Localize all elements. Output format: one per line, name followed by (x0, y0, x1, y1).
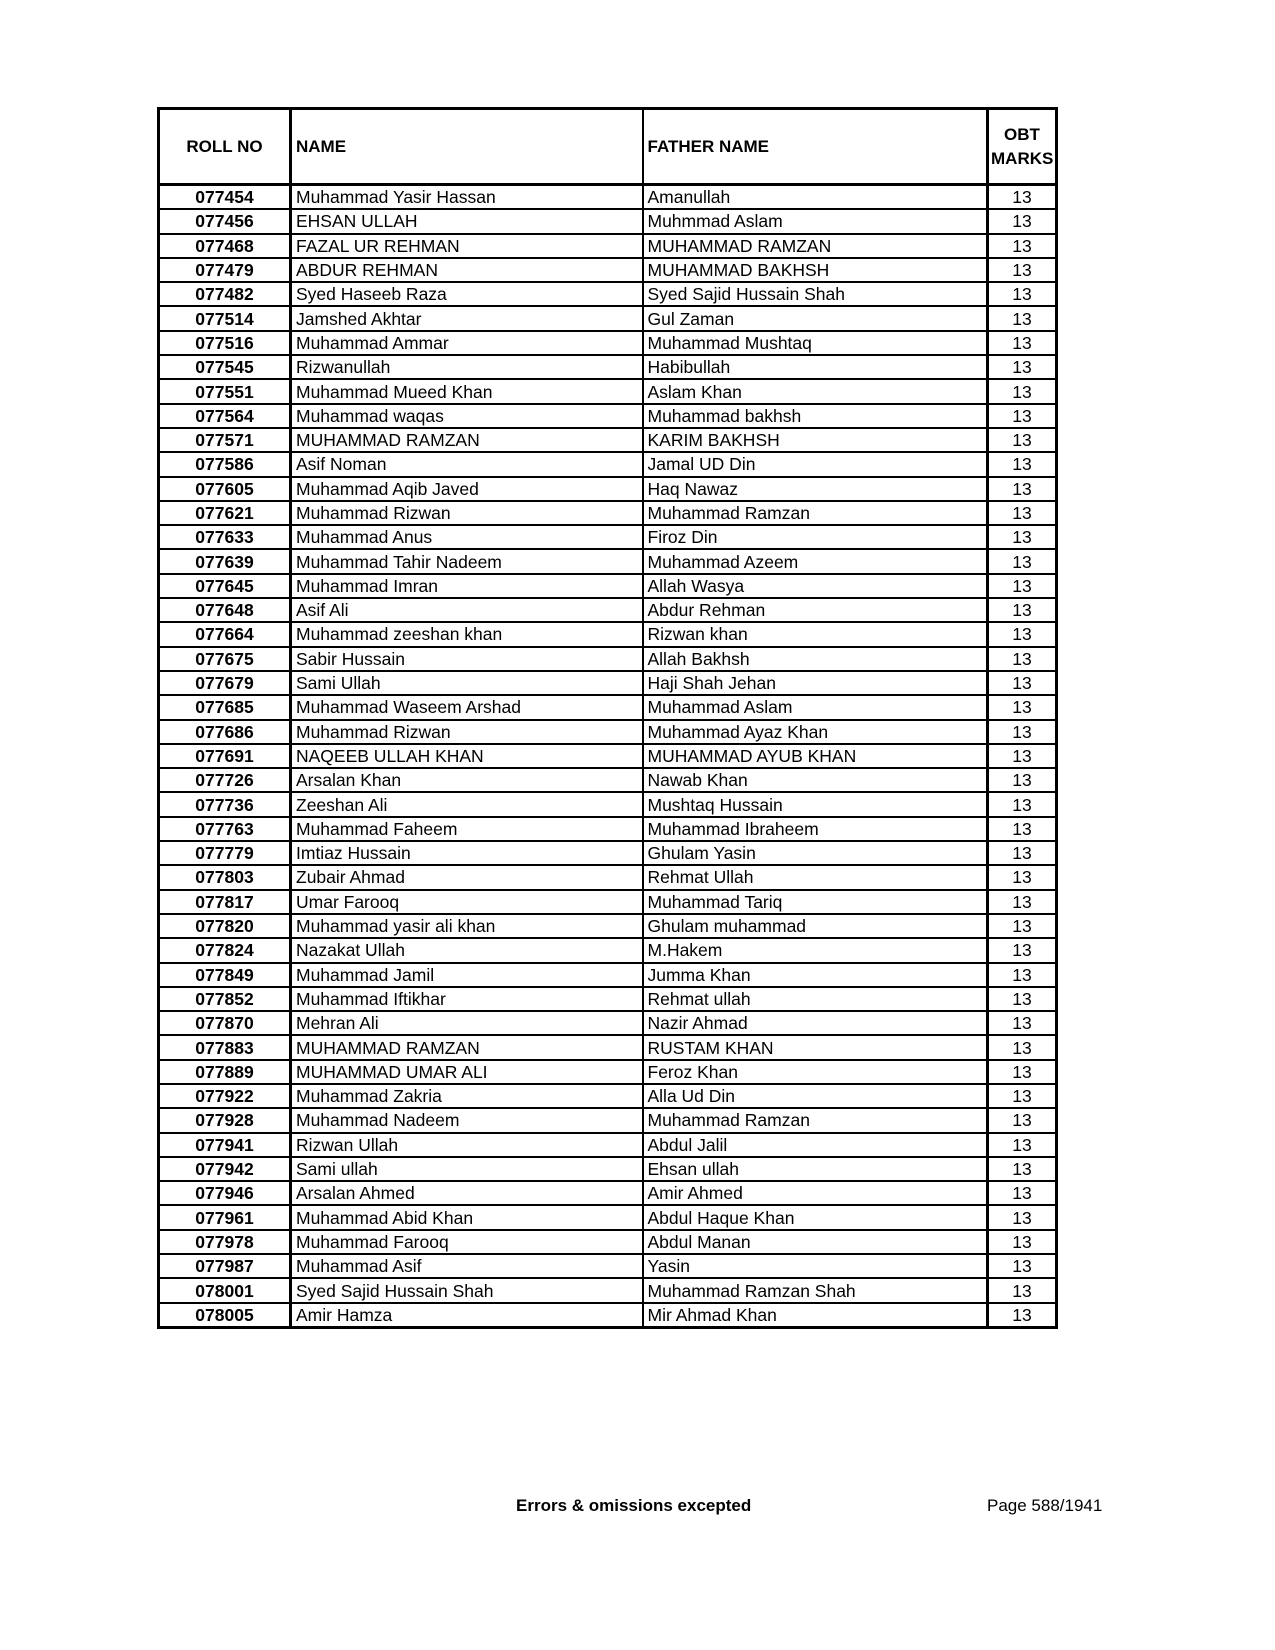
page-number: Page 588/1941 (987, 1496, 1103, 1515)
cell-father-name: Habibullah (643, 355, 988, 379)
cell-roll-no: 077726 (159, 768, 291, 792)
table-row (159, 1060, 1057, 1084)
cell-father-name: Allah Bakhsh (643, 647, 988, 671)
cell-roll-no: 077942 (159, 1157, 291, 1181)
table-row (159, 306, 1057, 330)
cell-name: Syed Haseeb Raza (291, 282, 643, 306)
cell-roll-no: 077852 (159, 987, 291, 1011)
cell-roll-no: 077928 (159, 1108, 291, 1132)
table-row (159, 282, 1057, 306)
header-roll-no: ROLL NO (159, 109, 291, 185)
cell-roll-no: 077621 (159, 501, 291, 525)
cell-father-name: Haji Shah Jehan (643, 671, 988, 695)
cell-father-name: Muhmmad Aslam (643, 209, 988, 233)
footer-disclaimer: Errors & omissions excepted (516, 1496, 752, 1515)
cell-roll-no: 077633 (159, 525, 291, 549)
cell-roll-no: 077763 (159, 817, 291, 841)
table-row (159, 428, 1057, 452)
cell-name: Sami ullah (291, 1157, 643, 1181)
cell-roll-no: 077922 (159, 1084, 291, 1108)
cell-name: Nazakat Ullah (291, 938, 643, 962)
cell-father-name: Alla Ud Din (643, 1084, 988, 1108)
cell-father-name: Jumma Khan (643, 963, 988, 987)
cell-name: Muhammad Aqib Javed (291, 477, 643, 501)
cell-father-name: Ghulam Yasin (643, 841, 988, 865)
table-row (159, 574, 1057, 598)
cell-obt-marks: 13 (988, 1278, 1057, 1302)
table-row (159, 501, 1057, 525)
cell-father-name: Mushtaq Hussain (643, 792, 988, 816)
table-row (159, 1108, 1057, 1132)
cell-roll-no: 077691 (159, 744, 291, 768)
cell-roll-no: 077514 (159, 306, 291, 330)
cell-roll-no: 077605 (159, 477, 291, 501)
cell-father-name: Syed Sajid Hussain Shah (643, 282, 988, 306)
cell-obt-marks: 13 (988, 695, 1057, 719)
cell-father-name: Muhammad Ayaz Khan (643, 720, 988, 744)
cell-obt-marks: 13 (988, 890, 1057, 914)
cell-name: Muhammad Anus (291, 525, 643, 549)
cell-name: Muhammad Rizwan (291, 501, 643, 525)
cell-name: Muhammad Rizwan (291, 720, 643, 744)
cell-name: Jamshed Akhtar (291, 306, 643, 330)
table-row (159, 331, 1057, 355)
cell-father-name: Gul Zaman (643, 306, 988, 330)
table-row (159, 185, 1057, 210)
table-row (159, 841, 1057, 865)
table-row (159, 525, 1057, 549)
table-row (159, 792, 1057, 816)
cell-roll-no: 077679 (159, 671, 291, 695)
cell-obt-marks: 13 (988, 209, 1057, 233)
cell-roll-no: 077648 (159, 598, 291, 622)
cell-roll-no: 077736 (159, 792, 291, 816)
cell-obt-marks: 13 (988, 404, 1057, 428)
cell-name: Rizwan Ullah (291, 1133, 643, 1157)
cell-name: Arsalan Ahmed (291, 1181, 643, 1205)
table-row (159, 622, 1057, 646)
results-table (157, 107, 1058, 1329)
cell-father-name: Jamal UD Din (643, 452, 988, 476)
cell-roll-no: 077820 (159, 914, 291, 938)
cell-obt-marks: 13 (988, 1254, 1057, 1278)
cell-roll-no: 077664 (159, 622, 291, 646)
cell-obt-marks: 13 (988, 185, 1057, 210)
table-row (159, 671, 1057, 695)
cell-roll-no: 077870 (159, 1011, 291, 1035)
cell-roll-no: 077675 (159, 647, 291, 671)
cell-roll-no: 077551 (159, 379, 291, 403)
cell-obt-marks: 13 (988, 1133, 1057, 1157)
header-obt-marks-line2: MARKS (991, 148, 1054, 168)
table-row (159, 938, 1057, 962)
cell-father-name: Muhammad Ramzan (643, 501, 988, 525)
cell-name: MUHAMMAD RAMZAN (291, 428, 643, 452)
cell-name: Muhammad Asif (291, 1254, 643, 1278)
cell-obt-marks: 13 (988, 622, 1057, 646)
table-header-row (159, 109, 1057, 185)
cell-obt-marks: 13 (988, 1157, 1057, 1181)
cell-roll-no: 077479 (159, 258, 291, 282)
cell-obt-marks: 13 (988, 549, 1057, 573)
cell-name: Muhammad Iftikhar (291, 987, 643, 1011)
cell-obt-marks: 13 (988, 598, 1057, 622)
table-row (159, 963, 1057, 987)
cell-name: Muhammad Zakria (291, 1084, 643, 1108)
cell-obt-marks: 13 (988, 1108, 1057, 1132)
cell-obt-marks: 13 (988, 1060, 1057, 1084)
table-row (159, 987, 1057, 1011)
table-row (159, 1254, 1057, 1278)
cell-father-name: Ehsan ullah (643, 1157, 988, 1181)
cell-roll-no: 077645 (159, 574, 291, 598)
cell-father-name: Abdul Manan (643, 1230, 988, 1254)
cell-roll-no: 077685 (159, 695, 291, 719)
cell-father-name: Muhammad Azeem (643, 549, 988, 573)
cell-roll-no: 077779 (159, 841, 291, 865)
cell-roll-no: 077571 (159, 428, 291, 452)
table-row (159, 404, 1057, 428)
cell-roll-no: 077946 (159, 1181, 291, 1205)
cell-obt-marks: 13 (988, 914, 1057, 938)
cell-obt-marks: 13 (988, 525, 1057, 549)
cell-roll-no: 077516 (159, 331, 291, 355)
cell-roll-no: 077639 (159, 549, 291, 573)
cell-obt-marks: 13 (988, 647, 1057, 671)
cell-roll-no: 078001 (159, 1278, 291, 1302)
table-row (159, 1181, 1057, 1205)
cell-obt-marks: 13 (988, 671, 1057, 695)
cell-name: Muhammad Tahir Nadeem (291, 549, 643, 573)
cell-father-name: Aslam Khan (643, 379, 988, 403)
cell-obt-marks: 13 (988, 331, 1057, 355)
cell-father-name: Rehmat Ullah (643, 865, 988, 889)
cell-father-name: Haq Nawaz (643, 477, 988, 501)
cell-obt-marks: 13 (988, 477, 1057, 501)
table-row (159, 209, 1057, 233)
cell-name: Syed Sajid Hussain Shah (291, 1278, 643, 1302)
table-row (159, 598, 1057, 622)
cell-obt-marks: 13 (988, 306, 1057, 330)
cell-name: NAQEEB ULLAH KHAN (291, 744, 643, 768)
table-row (159, 234, 1057, 258)
cell-name: Muhammad Yasir Hassan (291, 185, 643, 210)
cell-obt-marks: 13 (988, 744, 1057, 768)
table-row (159, 1157, 1057, 1181)
cell-name: MUHAMMAD UMAR ALI (291, 1060, 643, 1084)
cell-roll-no: 077564 (159, 404, 291, 428)
cell-obt-marks: 13 (988, 355, 1057, 379)
table-row (159, 865, 1057, 889)
cell-roll-no: 077817 (159, 890, 291, 914)
table-row (159, 720, 1057, 744)
cell-father-name: Muhammad Ramzan (643, 1108, 988, 1132)
cell-name: Imtiaz Hussain (291, 841, 643, 865)
cell-roll-no: 077482 (159, 282, 291, 306)
header-obt-marks (988, 109, 1057, 185)
cell-roll-no: 077978 (159, 1230, 291, 1254)
table-row (159, 1303, 1057, 1328)
cell-obt-marks: 13 (988, 792, 1057, 816)
cell-name: Muhammad Nadeem (291, 1108, 643, 1132)
cell-obt-marks: 13 (988, 258, 1057, 282)
cell-obt-marks: 13 (988, 1230, 1057, 1254)
cell-father-name: Muhammad Ibraheem (643, 817, 988, 841)
cell-father-name: Amanullah (643, 185, 988, 210)
cell-name: Zubair Ahmad (291, 865, 643, 889)
cell-name: MUHAMMAD RAMZAN (291, 1035, 643, 1059)
cell-obt-marks: 13 (988, 1011, 1057, 1035)
cell-name: Muhammad Jamil (291, 963, 643, 987)
cell-name: Muhammad Abid Khan (291, 1205, 643, 1229)
cell-roll-no: 077456 (159, 209, 291, 233)
table-row (159, 1230, 1057, 1254)
table-row (159, 1035, 1057, 1059)
cell-father-name: Muhammad Mushtaq (643, 331, 988, 355)
cell-roll-no: 077987 (159, 1254, 291, 1278)
cell-father-name: Muhammad bakhsh (643, 404, 988, 428)
table-row (159, 355, 1057, 379)
cell-father-name: MUHAMMAD BAKHSH (643, 258, 988, 282)
cell-father-name: MUHAMMAD AYUB KHAN (643, 744, 988, 768)
cell-name: Muhammad yasir ali khan (291, 914, 643, 938)
cell-name: Muhammad zeeshan khan (291, 622, 643, 646)
cell-name: FAZAL UR REHMAN (291, 234, 643, 258)
table-row (159, 817, 1057, 841)
cell-father-name: RUSTAM KHAN (643, 1035, 988, 1059)
cell-roll-no: 077849 (159, 963, 291, 987)
table-row (159, 1278, 1057, 1302)
cell-father-name: Feroz Khan (643, 1060, 988, 1084)
cell-name: Muhammad Mueed Khan (291, 379, 643, 403)
cell-name: Muhammad Farooq (291, 1230, 643, 1254)
table-body (159, 185, 1057, 1328)
cell-obt-marks: 13 (988, 938, 1057, 962)
cell-father-name: Rehmat ullah (643, 987, 988, 1011)
cell-father-name: KARIM BAKHSH (643, 428, 988, 452)
cell-roll-no: 077883 (159, 1035, 291, 1059)
cell-obt-marks: 13 (988, 379, 1057, 403)
cell-obt-marks: 13 (988, 501, 1057, 525)
table-row (159, 452, 1057, 476)
cell-roll-no: 078005 (159, 1303, 291, 1328)
table-row (159, 258, 1057, 282)
cell-roll-no: 077454 (159, 185, 291, 210)
cell-name: Muhammad Ammar (291, 331, 643, 355)
header-obt-marks-line1: OBT (1004, 124, 1040, 144)
cell-roll-no: 077686 (159, 720, 291, 744)
cell-father-name: Nazir Ahmad (643, 1011, 988, 1035)
table-row (159, 914, 1057, 938)
cell-father-name: Ghulam muhammad (643, 914, 988, 938)
header-name: NAME (291, 109, 643, 185)
cell-father-name: Abdur Rehman (643, 598, 988, 622)
cell-father-name: Mir Ahmad Khan (643, 1303, 988, 1328)
cell-name: Zeeshan Ali (291, 792, 643, 816)
cell-roll-no: 077961 (159, 1205, 291, 1229)
cell-father-name: Nawab Khan (643, 768, 988, 792)
table-row (159, 744, 1057, 768)
cell-father-name: Firoz Din (643, 525, 988, 549)
cell-father-name: Yasin (643, 1254, 988, 1278)
cell-obt-marks: 13 (988, 1084, 1057, 1108)
cell-name: Muhammad Imran (291, 574, 643, 598)
cell-name: ABDUR REHMAN (291, 258, 643, 282)
table-row (159, 1205, 1057, 1229)
cell-name: Sabir Hussain (291, 647, 643, 671)
table-row (159, 647, 1057, 671)
cell-name: Mehran Ali (291, 1011, 643, 1035)
table-row (159, 695, 1057, 719)
table-row (159, 1133, 1057, 1157)
cell-obt-marks: 13 (988, 720, 1057, 744)
table-row (159, 1011, 1057, 1035)
cell-obt-marks: 13 (988, 452, 1057, 476)
table-row (159, 549, 1057, 573)
table-row (159, 1084, 1057, 1108)
cell-father-name: Muhammad Aslam (643, 695, 988, 719)
cell-name: Muhammad Faheem (291, 817, 643, 841)
cell-father-name: Muhammad Tariq (643, 890, 988, 914)
cell-obt-marks: 13 (988, 1181, 1057, 1205)
cell-obt-marks: 13 (988, 963, 1057, 987)
cell-obt-marks: 13 (988, 428, 1057, 452)
cell-father-name: Rizwan khan (643, 622, 988, 646)
cell-name: Arsalan Khan (291, 768, 643, 792)
cell-father-name: Allah Wasya (643, 574, 988, 598)
cell-name: EHSAN ULLAH (291, 209, 643, 233)
cell-roll-no: 077545 (159, 355, 291, 379)
cell-obt-marks: 13 (988, 1205, 1057, 1229)
cell-obt-marks: 13 (988, 574, 1057, 598)
cell-obt-marks: 13 (988, 1303, 1057, 1328)
cell-obt-marks: 13 (988, 768, 1057, 792)
cell-name: Umar Farooq (291, 890, 643, 914)
header-father-name: FATHER NAME (643, 109, 988, 185)
cell-father-name: M.Hakem (643, 938, 988, 962)
table-row (159, 379, 1057, 403)
table-row (159, 768, 1057, 792)
cell-father-name: Muhammad Ramzan Shah (643, 1278, 988, 1302)
cell-name: Asif Ali (291, 598, 643, 622)
cell-roll-no: 077586 (159, 452, 291, 476)
cell-obt-marks: 13 (988, 1035, 1057, 1059)
cell-obt-marks: 13 (988, 865, 1057, 889)
cell-roll-no: 077468 (159, 234, 291, 258)
cell-father-name: Abdul Haque Khan (643, 1205, 988, 1229)
cell-roll-no: 077824 (159, 938, 291, 962)
cell-father-name: Amir Ahmed (643, 1181, 988, 1205)
table-row (159, 890, 1057, 914)
cell-obt-marks: 13 (988, 817, 1057, 841)
cell-roll-no: 077889 (159, 1060, 291, 1084)
cell-obt-marks: 13 (988, 234, 1057, 258)
cell-father-name: Abdul Jalil (643, 1133, 988, 1157)
cell-roll-no: 077803 (159, 865, 291, 889)
cell-name: Asif Noman (291, 452, 643, 476)
cell-name: Amir Hamza (291, 1303, 643, 1328)
cell-name: Rizwanullah (291, 355, 643, 379)
cell-name: Sami Ullah (291, 671, 643, 695)
cell-name: Muhammad waqas (291, 404, 643, 428)
cell-roll-no: 077941 (159, 1133, 291, 1157)
cell-obt-marks: 13 (988, 987, 1057, 1011)
cell-father-name: MUHAMMAD RAMZAN (643, 234, 988, 258)
table-row (159, 477, 1057, 501)
cell-obt-marks: 13 (988, 841, 1057, 865)
cell-name: Muhammad Waseem Arshad (291, 695, 643, 719)
cell-obt-marks: 13 (988, 282, 1057, 306)
